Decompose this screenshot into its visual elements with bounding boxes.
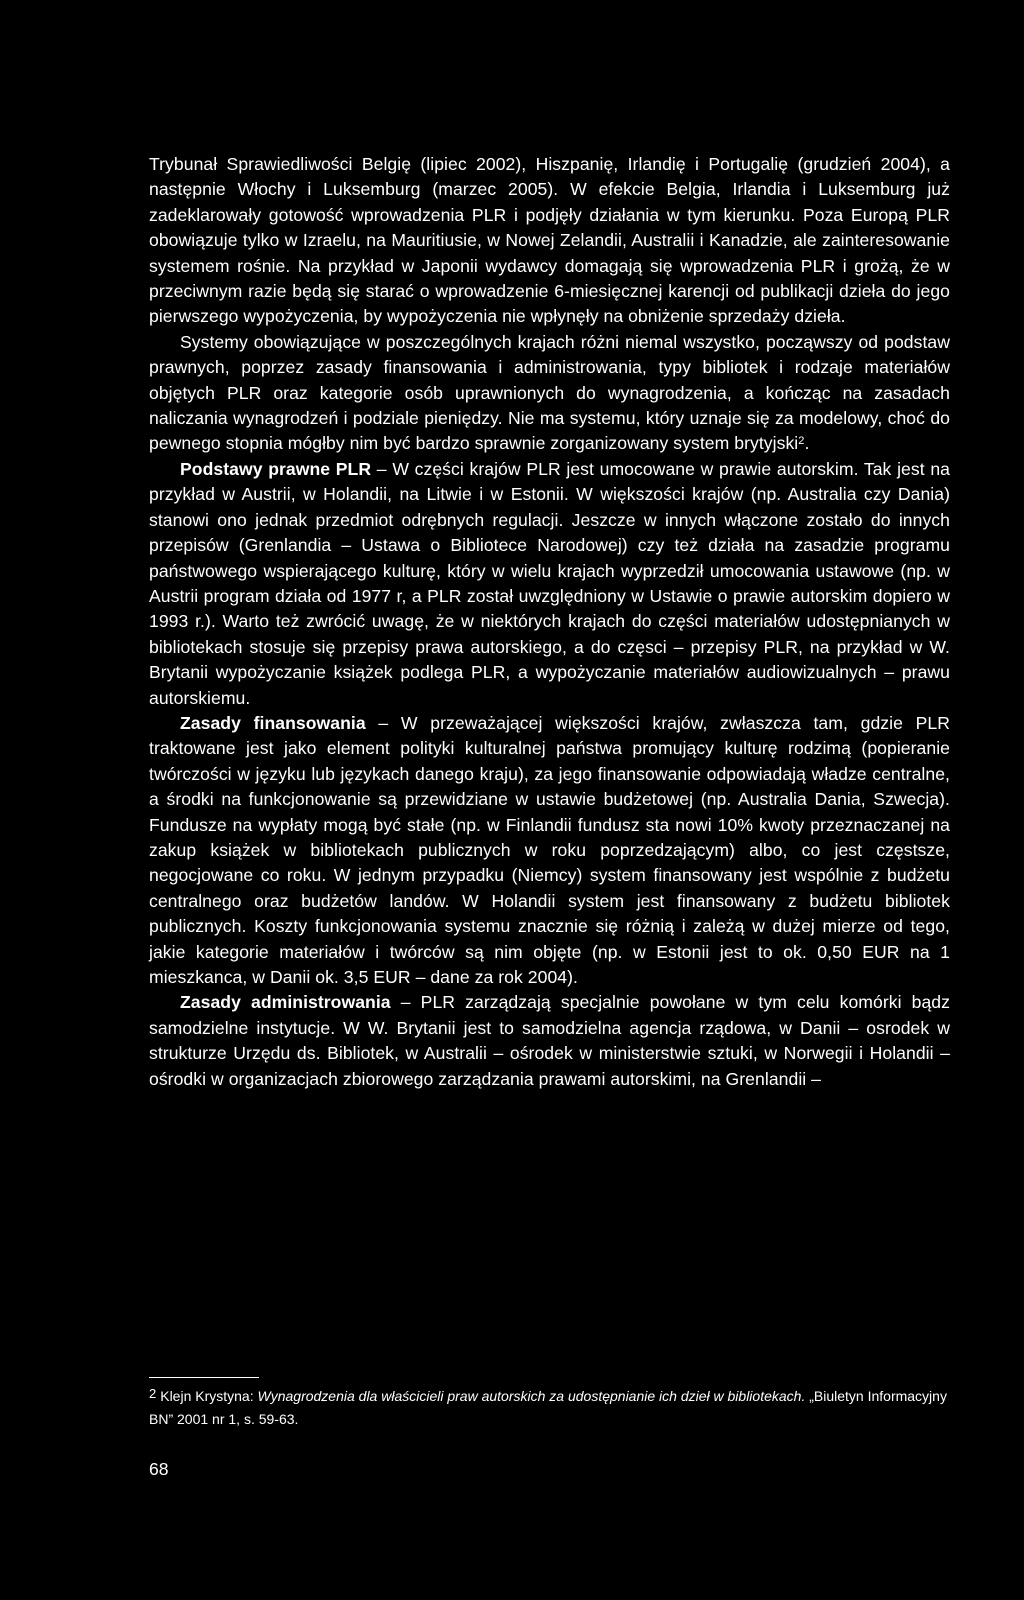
footnote bbox=[149, 1385, 950, 1430]
footnote-number: 2 bbox=[149, 1386, 157, 1401]
paragraph-text: Systemy obowiązujące w poszczególnych krajach różni niemal wszystko, począwszy od podstaw prawnych, poprzez zasady finansowania i administrowania, typy bibliotek i rodzaje materiałów objętych PLR oraz kategorie osób uprawnionych do wynagrodzenia, a kończąc na zasadach naliczania wynagrodzeń i podziale pieniędzy. Nie ma systemu, który uznaje się za modelowy, choć do pewnego stopnia mógłby nim być bardzo sprawnie zorganizowany system brytyjski bbox=[149, 331, 950, 454]
paragraph-text: Trybunał Sprawiedliwości Belgię (lipiec 2002), Hiszpanię, Irlandię i Portugalię (grudzień 2004), a następnie Włochy i Luksemburg (marzec 2005). W efekcie Belgia, Irlandia i Luksemburg już zadeklarowały gotowość wprowadzenia PLR i podjęły działania w tym kierunku. Poza Europą PLR obowiązuje tylko w Izraelu, na Mauritiusie, w Nowej Zelandii, Australii i Kanadzie, ale zainteresowanie systemem rośnie. Na przykład w Japonii wydawcy domagają się wprowadzenia PLR i grożą, że w przeciwnym razie będą się starać o wprowadzenie 6-miesięcznej karencji od publikacji dzieła do jego pierwszego wypożyczenia, by wypożyczenia nie wpłynęły na obniżenie sprzedaży dzieła. bbox=[149, 154, 950, 327]
footnote-divider bbox=[149, 1377, 259, 1378]
paragraph-3 bbox=[149, 457, 950, 711]
paragraph-5 bbox=[149, 990, 950, 1092]
section-heading-administration: Zasady administrowania bbox=[180, 992, 391, 1013]
footnote-source: „Biuletyn Informacyjny BN” 2001 nr 1, s. 59-63. bbox=[149, 1388, 947, 1427]
paragraph-text: – W przeważającej większości krajów, zwłaszcza tam, gdzie PLR traktowane jest jako element polityki kulturalnej państwa promujący kulturę rodzimą (popieranie twórczości w języku lub językach danego kraju), za jego finansowanie odpowiadają władze centralne, a środki na funkcjonowanie są przewidziane w ustawie budżetowej (np. Australia Dania, Szwecja). Fundusze na wypłaty mogą być stałe (np. w Finlandii fundusz sta nowi 10% kwoty przeznaczanej na zakup książek w bibliotekach publicznych w roku poprzedzającym) albo, co jest częstsze, negocjowane co roku. W jednym przypadku (Niemcy) system finansowany jest wspólnie z budżetu centralnego oraz budżetów landów. W Holandii system jest finansowany z budżetu bibliotek publicznych. Koszty funkcjonowania systemu znacznie się różnią i zależą w dużej mierze od tego, jakie kategorie materiałów i twórców są nim objęte (np. w Estonii jest to ok. 0,50 EUR na 1 mieszkanca, w Danii ok. 3,5 EUR – dane za rok 2004). bbox=[149, 712, 950, 987]
paragraph-text: – W części krajów PLR jest umocowane w prawie autorskim. Tak jest na przykład w Austrii, w Holandii, na Litwie i w Estonii. W większości krajów (np. Australia czy Dania) stanowi ono jednak przedmiot odrębnych regulacji. Jeszcze w innych włączone zostało do innych przepisów (Grenlandia – Ustawa o Bibliotece Narodowej) czy też działa na zasadzie programu państwowego wspierającego kulturę, który w wielu krajach wyprzedził umocowania ustawowe (np. w Austrii program działa od 1977 r, a PLR został uwzględniony w Ustawie o prawie autorskim dopiero w 1993 r.). Warto też zwrócić uwagę, że w niektórych krajach do części materiałów udostępnianych w bibliotekach stosuje się przepisy prawa autorskiego, a do częsci – przepisy PLR, na przykład w W. Brytanii wypożyczanie książek podlega PLR, a wypożyczanie materiałów audiowizualnych – prawu autorskiemu. bbox=[149, 458, 950, 708]
body-text bbox=[149, 152, 950, 1092]
paragraph-2 bbox=[149, 330, 950, 457]
section-heading-financing: Zasady finansowania bbox=[180, 712, 366, 733]
paragraph-text: – PLR zarządzają specjalnie powołane w tym celu komórki bądz samodzielne instytucje. W W. Brytanii jest to samodzielna agencja rządowa, w Danii – osrodek w strukturze Urzędu ds. Bibliotek, w Australii – ośrodek w ministerstwie sztuki, w Norwegii i Holandii – ośrodki w organizacjach zbiorowego zarządzania prawami autorskimi, na Grenlandii – bbox=[149, 992, 950, 1089]
paragraph-4 bbox=[149, 711, 950, 990]
page-number: 68 bbox=[149, 1459, 169, 1479]
paragraph-tail: . bbox=[804, 433, 810, 454]
section-heading-legal-basis: Podstawy prawne PLR bbox=[180, 458, 372, 479]
footnote-reference: 2 bbox=[798, 435, 805, 448]
footnote-title: Wynagrodzenia dla właścicieli praw autorskich za udostępnianie ich dzieł w bibliotekach. bbox=[257, 1388, 806, 1404]
paragraph-1 bbox=[149, 152, 950, 330]
footnote-author: Klejn Krystyna: bbox=[160, 1388, 258, 1404]
